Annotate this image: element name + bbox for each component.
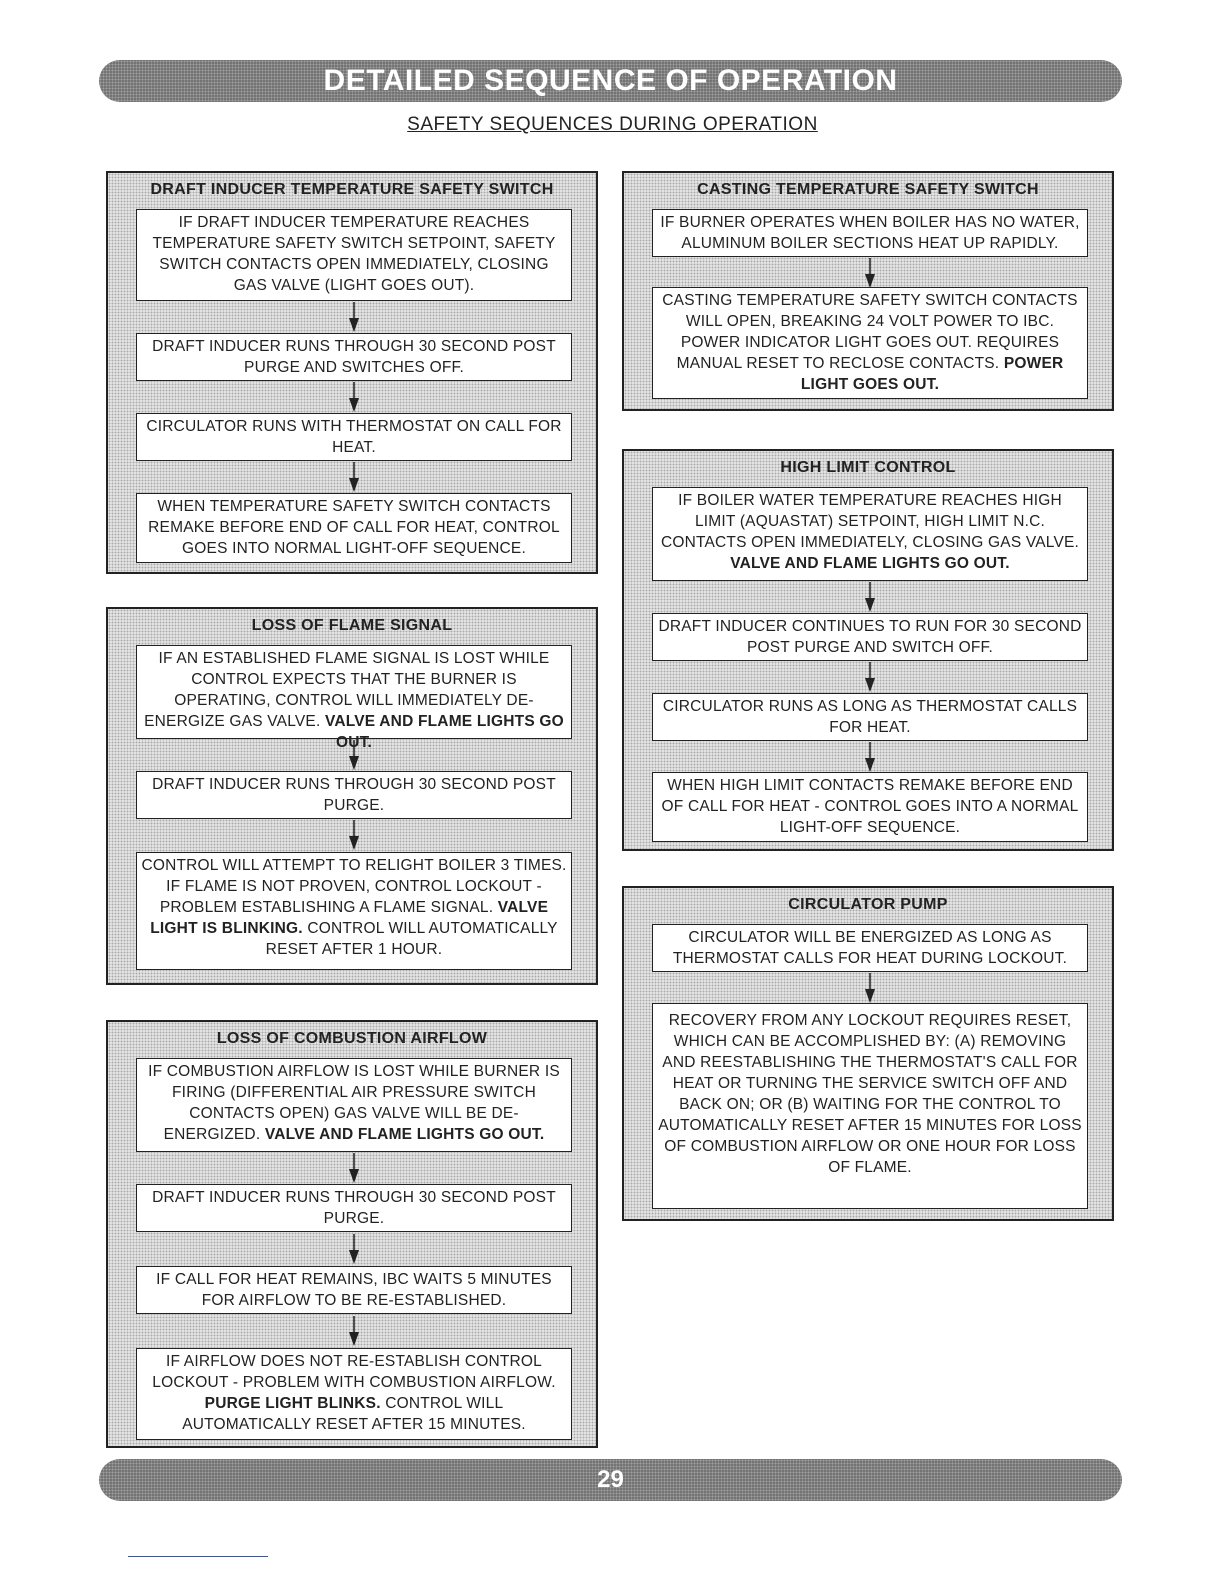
draft-inducer-step-1: IF DRAFT INDUCER TEMPERATURE REACHES TEMPERATURE SAFETY SWITCH SETPOINT, SAFETY SWITCH CONTACTS OPEN IMMEDIATELY, CLOSING GAS VALVE (LIGHT GOES OUT). [136,209,572,301]
draft-inducer-step-2: DRAFT INDUCER RUNS THROUGH 30 SECOND POST PURGE AND SWITCHES OFF. [136,333,572,381]
loss-of-flame-step-1-bold: VALVE AND FLAME LIGHTS GO OUT. [324,713,564,751]
loss-of-flame-step-1 [136,645,572,751]
loss-of-airflow-step-1-bold: VALVE AND FLAME LIGHTS GO OUT. [264,1126,545,1143]
flow-arrow-icon [349,382,359,412]
flow-arrow-icon [865,582,875,612]
draft-inducer-frame [106,171,598,574]
loss-of-airflow-step-4 [136,1348,572,1440]
page-title: DETAILED SEQUENCE OF OPERATION [323,64,898,97]
casting-frame [622,171,1114,411]
loss-of-airflow-step-2: DRAFT INDUCER RUNS THROUGH 30 SECOND POST PURGE. [136,1184,572,1232]
high-limit-step-1-bold: VALVE AND FLAME LIGHTS GO OUT. [730,555,1010,572]
circulator-pump-title: CIRCULATOR PUMP [788,896,948,913]
draft-inducer-step-3: CIRCULATOR RUNS WITH THERMOSTAT ON CALL FOR HEAT. [136,413,572,461]
circulator-pump-step-1: CIRCULATOR WILL BE ENERGIZED AS LONG AS THERMOSTAT CALLS FOR HEAT DURING LOCKOUT. [652,924,1088,972]
high-limit-frame [622,449,1114,851]
high-limit-step-1 [652,487,1088,581]
loss-of-airflow-step-4-text-b: CONTROL WILL AUTOMATICALLY RESET AFTER 15 MINUTES. [182,1395,526,1433]
high-limit-title: HIGH LIMIT CONTROL [780,459,956,476]
flow-arrow-icon [349,820,359,850]
loss-of-flame-step-3 [136,852,572,970]
loss-of-flame-frame [106,607,598,985]
loss-of-airflow-title: LOSS OF COMBUSTION AIRFLOW [216,1030,488,1047]
flow-arrow-icon [349,740,359,770]
flow-arrow-icon [349,1316,359,1346]
loss-of-airflow-step-4-bold: PURGE LIGHT BLINKS. [204,1395,381,1412]
high-limit-step-2: DRAFT INDUCER CONTINUES TO RUN FOR 30 SECOND POST PURGE AND SWITCH OFF. [652,613,1088,661]
loss-of-airflow-step-1 [136,1058,572,1152]
flow-arrow-icon [349,1153,359,1183]
flow-arrow-icon [865,742,875,772]
loss-of-flame-step-1-text: IF AN ESTABLISHED FLAME SIGNAL IS LOST WHILE CONTROL EXPECTS THAT THE BURNER IS OPERATING, CONTROL WILL IMMEDIATELY DE-ENERGIZE GAS VALVE. [144,650,550,730]
page-footer-banner [99,1459,1122,1501]
high-limit-step-4: WHEN HIGH LIMIT CONTACTS REMAKE BEFORE END OF CALL FOR HEAT - CONTROL GOES INTO A NORMAL LIGHT-OFF SEQUENCE. [652,772,1088,842]
loss-of-flame-title: LOSS OF FLAME SIGNAL [251,617,453,634]
casting-step-2 [652,287,1088,399]
loss-of-flame-step-3-text-a: CONTROL WILL ATTEMPT TO RELIGHT BOILER 3 TIMES. IF FLAME IS NOT PROVEN, CONTROL LOCKOUT - PROBLEM ESTABLISHING A FLAME SIGNAL. [141,857,567,916]
loss-of-airflow-step-4-text-a: IF AIRFLOW DOES NOT RE-ESTABLISH CONTROL LOCKOUT - PROBLEM WITH COMBUSTION AIRFLOW. [152,1353,556,1391]
draft-inducer-step-4: WHEN TEMPERATURE SAFETY SWITCH CONTACTS REMAKE BEFORE END OF CALL FOR HEAT, CONTROL GOES INTO NORMAL LIGHT-OFF SEQUENCE. [136,493,572,563]
circulator-pump-step-2: RECOVERY FROM ANY LOCKOUT REQUIRES RESET, WHICH CAN BE ACCOMPLISHED BY: (A) REMOVING AND REESTABLISHING THE THERMOSTAT'S CALL FOR HEAT OR TURNING THE SERVICE SWITCH OFF AND BACK ON; OR (B) WAITING FOR THE CONTROL TO AUTOMATICALLY RESET AFTER 15 MINUTES FOR LOSS OF COMBUSTION AIRFLOW OR ONE HOUR FOR LOSS OF FLAME. [652,1003,1088,1209]
flow-arrow-icon [865,662,875,692]
flow-arrow-icon [865,258,875,288]
draft-inducer-title: DRAFT INDUCER TEMPERATURE SAFETY SWITCH [150,181,554,198]
page-header-banner [99,60,1122,102]
flow-arrow-icon [349,1234,359,1264]
page-number: 29 [597,1466,624,1493]
loss-of-airflow-step-3: IF CALL FOR HEAT REMAINS, IBC WAITS 5 MINUTES FOR AIRFLOW TO BE RE-ESTABLISHED. [136,1266,572,1314]
loss-of-airflow-frame [106,1020,598,1448]
casting-step-2-bold: POWER LIGHT GOES OUT. [800,355,1064,393]
high-limit-step-3: CIRCULATOR RUNS AS LONG AS THERMOSTAT CALLS FOR HEAT. [652,693,1088,741]
casting-step-2-text: CASTING TEMPERATURE SAFETY SWITCH CONTACTS WILL OPEN, BREAKING 24 VOLT POWER TO IBC. POWER INDICATOR LIGHT GOES OUT. REQUIRES MANUAL RESET TO RECLOSE CONTACTS. [662,292,1078,372]
loss-of-airflow-step-1-text: IF COMBUSTION AIRFLOW IS LOST WHILE BURNER IS FIRING (DIFFERENTIAL AIR PRESSURE SWITCH CONTACTS OPEN) GAS VALVE WILL BE DE-ENERGIZED. [148,1063,560,1143]
casting-step-1: IF BURNER OPERATES WHEN BOILER HAS NO WATER, ALUMINUM BOILER SECTIONS HEAT UP RAPIDLY. [652,209,1088,257]
footer-link-line [128,1556,268,1557]
flow-arrow-icon [349,462,359,492]
high-limit-step-1-text: IF BOILER WATER TEMPERATURE REACHES HIGH LIMIT (AQUASTAT) SETPOINT, HIGH LIMIT N.C. CONTACTS OPEN IMMEDIATELY, CLOSING GAS VALVE. [660,492,1080,551]
casting-title: CASTING TEMPERATURE SAFETY SWITCH [697,181,1039,198]
flow-arrow-icon [865,973,875,1003]
loss-of-flame-step-3-text-b: CONTROL WILL AUTOMATICALLY RESET AFTER 1 HOUR. [265,920,558,958]
loss-of-flame-step-3-bold: VALVE LIGHT IS BLINKING. [150,899,549,937]
flow-arrow-icon [349,302,359,332]
section-subtitle: SAFETY SEQUENCES DURING OPERATION [407,114,818,135]
loss-of-flame-step-2: DRAFT INDUCER RUNS THROUGH 30 SECOND POST PURGE. [136,771,572,819]
circulator-pump-frame [622,886,1114,1221]
